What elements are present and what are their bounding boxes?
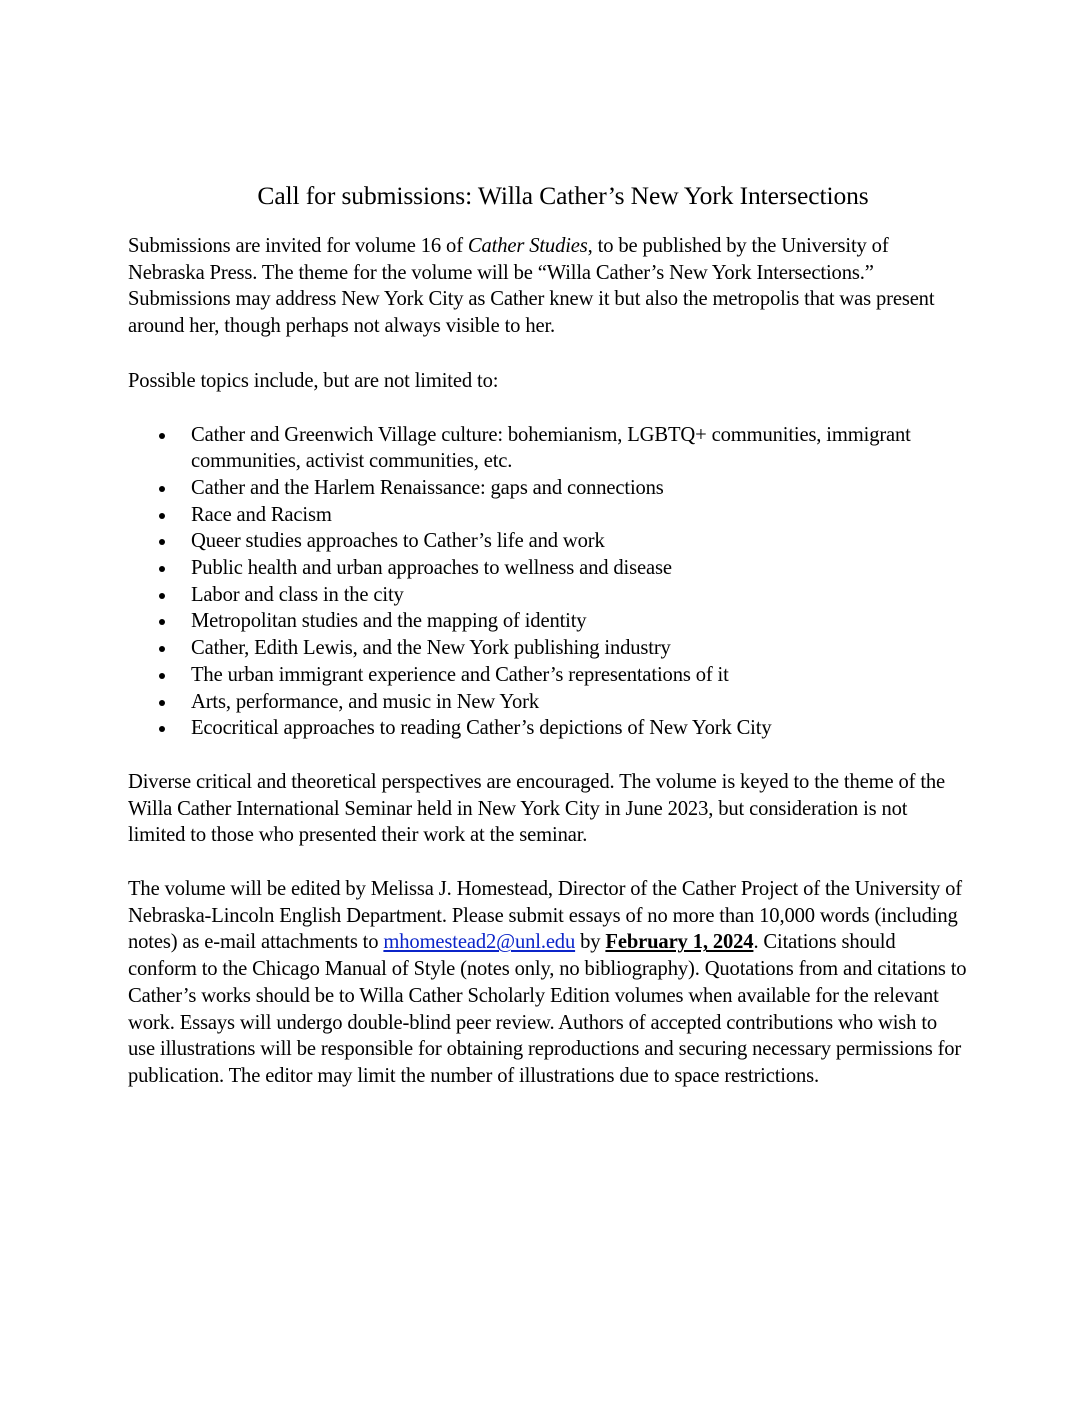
bullet-icon [159,593,165,599]
topic-item [128,635,968,662]
topic-text: Ecocritical approaches to reading Cather’s depictions of New York City [191,717,772,740]
topic-item [128,715,968,742]
topic-text: Arts, performance, and music in New York [191,690,540,713]
bullet-icon [159,619,165,625]
bullet-icon [159,700,165,706]
intro-paragraph [128,233,968,340]
bullet-icon [159,566,165,572]
topic-item [128,475,968,502]
perspectives-paragraph: Diverse critical and theoretical perspectives are encouraged. The volume is keyed to the theme of the Willa Cather International Seminar held in New York City in June 2023, but consideration is not limited to those who presented their work at the seminar. [128,770,946,847]
bullet-icon [159,433,165,439]
email-link[interactable]: mhomestead2@unl.edu [383,931,576,954]
submission-text-end: . Citations should conform to the Chicago Manual of Style (notes only, no bibliography). Quotations from and citations to Cather’s works should be to Willa Cather Scholarly Edition volumes when available for the relevant work. Essays will undergo double-blind peer review. Authors of accepted contributions who wish to use illustrations will be responsible for obtaining reproductions and securing necessary permissions for publication. The editor may limit the number of illustrations due to space restrictions. [128,931,967,1087]
topic-item [128,582,968,609]
topic-text: Cather and Greenwich Village culture: bohemianism, LGBTQ+ communities, immigrant communities, activist communities, etc. [191,423,911,473]
journal-title: Cather Studies [467,235,588,257]
bullet-icon [159,539,165,545]
bullet-icon [159,513,165,519]
bullet-icon [159,646,165,652]
submission-paragraph [128,876,968,1090]
topic-item [128,502,968,529]
document-title: Call for submissions: Willa Cather’s New York Intersections [257,181,869,210]
topic-item [128,422,968,475]
topic-text: Public health and urban approaches to wellness and disease [191,557,672,580]
topic-text: Labor and class in the city [191,583,404,606]
bullet-icon [159,726,165,732]
topics-intro: Possible topics include, but are not limited to: [128,369,499,392]
topic-text: Queer studies approaches to Cather’s life and work [191,530,605,553]
submission-text-by: by [575,931,606,954]
topic-text: Metropolitan studies and the mapping of identity [191,610,587,633]
intro-text-start: Submissions are invited for volume 16 of [128,235,468,257]
topic-item [128,662,968,689]
topic-item [128,555,968,582]
bullet-icon [159,673,165,679]
submission-text-start: The volume will be edited by Melissa J. Homestead, Director of the Cather Project of the University of Nebraska-Lincoln English Department. Please submit essays of no more than 10,000 words (including notes) as e-mail attachments to [128,878,962,954]
topic-list [128,422,968,742]
topic-item [128,608,968,635]
topic-text: Cather and the Harlem Renaissance: gaps and connections [191,476,664,499]
intro-text-end: , to be published by the University of Nebraska Press. The theme for the volume will be “Willa Cather’s New York Intersections.” Submissions may address New York City as Cather knew it but also the metropolis that was present around her, though perhaps not always visible to her. [128,235,935,338]
topic-text: The urban immigrant experience and Cather’s representations of it [191,663,729,686]
deadline-date: February 1, 2024 [605,931,754,954]
topic-text: Cather, Edith Lewis, and the New York publishing industry [191,637,671,660]
bullet-icon [159,486,165,492]
topic-item [128,528,968,555]
document-page [128,178,968,1090]
topic-item [128,689,968,716]
topic-text: Race and Racism [191,503,332,526]
